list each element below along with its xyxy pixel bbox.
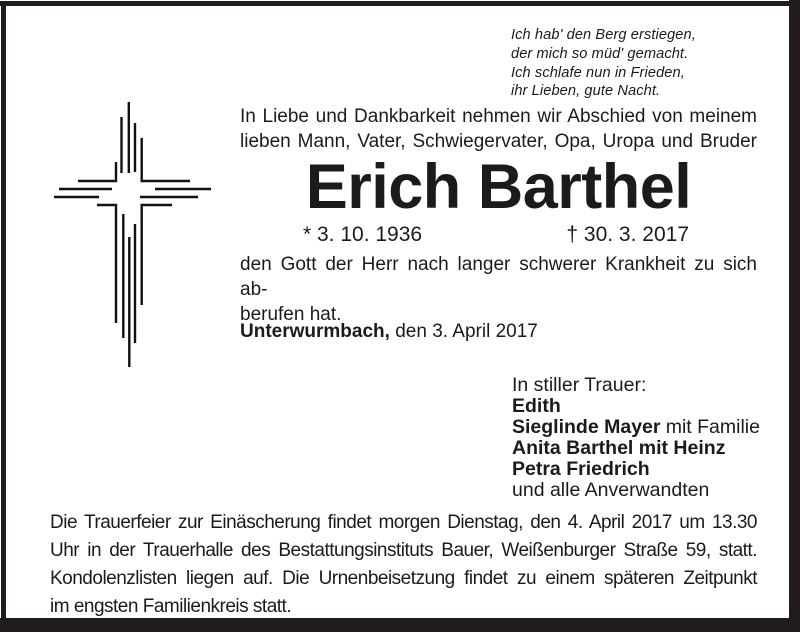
mourner-line: Edith: [512, 395, 561, 417]
funeral-info-line: Kondolenzlisten liegen auf. Die Urnenbeisetzung findet zu einem späteren Zeitpunkt: [50, 568, 757, 589]
deceased-name: Erich Barthel: [305, 152, 692, 222]
life-dates: [303, 222, 689, 248]
birth-date: * 3. 10. 1936: [303, 223, 423, 246]
poem-line: Ich schlafe nun in Frieden,: [511, 64, 685, 81]
body-paragraph: [240, 252, 757, 327]
poem-line: der mich so müd' gemacht.: [511, 45, 689, 62]
mourning-block: [512, 375, 760, 501]
memorial-poem: [511, 26, 696, 101]
mourning-label: In stiller Trauer:: [512, 374, 647, 396]
funeral-info-line: im engsten Familienkreis statt.: [50, 596, 292, 617]
place-name: Unterwurmbach,: [240, 321, 390, 342]
mourner-line: Petra Friedrich: [512, 458, 650, 480]
death-date: † 30. 3. 2017: [566, 223, 689, 246]
intro-line: In Liebe und Dankbarkeit nehmen wir Abschied von meinem: [240, 106, 757, 127]
frame-right: [789, 0, 800, 632]
mourner-line: und alle Anverwandten: [512, 479, 710, 501]
frame-left: [1, 1, 6, 632]
mourner-line: Anita Barthel mit Heinz: [512, 437, 726, 459]
funeral-info-line: Uhr in der Trauerhalle des Bestattungsinstituts Bauer, Weißenburger Straße 59, statt.: [50, 540, 757, 561]
body-line: berufen hat.: [240, 304, 342, 325]
poem-line: ihr Lieben, gute Nacht.: [511, 83, 661, 100]
frame-top: [0, 1, 800, 6]
intro-line: lieben Mann, Vater, Schwiegervater, Opa, Uropa und Bruder: [240, 131, 757, 152]
funeral-info-line: Die Trauerfeier zur Einäscherung findet morgen Dienstag, den 4. April 2017 um 13.30: [50, 512, 757, 533]
place-date-line: [240, 319, 538, 344]
cross-icon: [45, 95, 220, 375]
body-line: den Gott der Herr nach langer schwerer Krankheit zu sich ab-: [240, 254, 757, 300]
mourner-line: Sieglinde Mayer mit Familie: [512, 416, 760, 438]
notice-date: den 3. April 2017: [395, 321, 538, 342]
funeral-info: [50, 509, 757, 621]
intro-paragraph: [240, 104, 757, 154]
poem-line: Ich hab' den Berg erstiegen,: [511, 27, 696, 43]
